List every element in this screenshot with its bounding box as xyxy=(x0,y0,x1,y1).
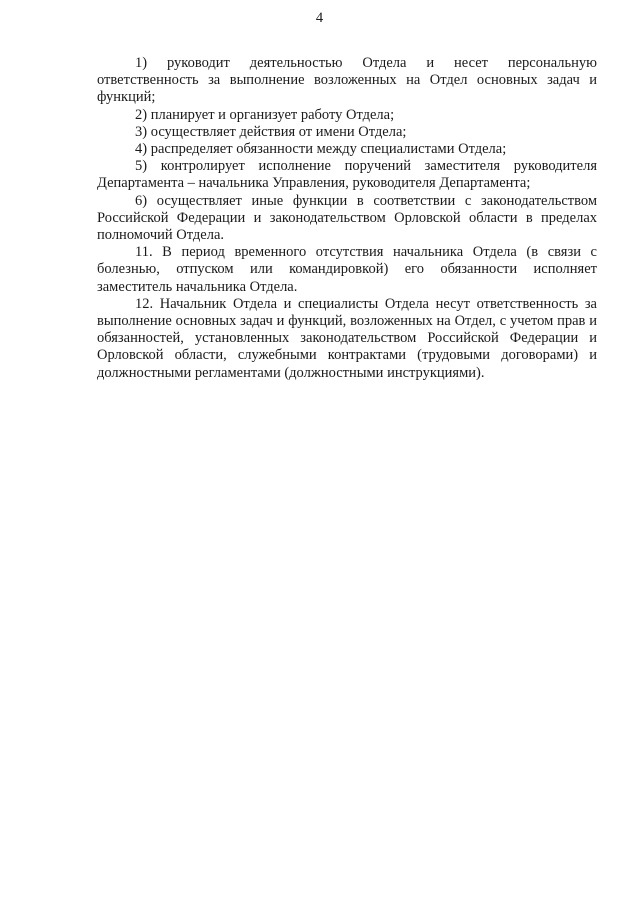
paragraph-duty-5: 5) контролирует исполнение поручений заместителя руководителя Департамента – начальника Управления, руководителя Департамента; xyxy=(97,158,597,192)
paragraph-duty-1: 1) руководит деятельностью Отдела и несет персональную ответственность за выполнение возложенных на Отдел основных задач и функций; xyxy=(97,55,597,106)
paragraph-duty-6: 6) осуществляет иные функции в соответствии с законодательством Российской Федерации и законодательством Орловской области в пределах полномочий Отдела. xyxy=(97,192,597,244)
page-number: 4 xyxy=(315,10,324,26)
paragraph-clause-11: 11. В период временного отсутствия начальника Отдела (в связи с болезнью, отпуском или командировкой) его обязанности исполняет заместитель начальника Отдела. xyxy=(97,244,597,295)
document-body xyxy=(97,55,597,382)
paragraph-duty-2: 2) планирует и организует работу Отдела; xyxy=(135,106,395,123)
paragraph-duty-3: 3) осуществляет действия от имени Отдела; xyxy=(135,123,407,140)
paragraph-clause-12: 12. Начальник Отдела и специалисты Отдела несут ответственность за выполнение основных задач и функций, возложенных на Отдел, с учетом прав и обязанностей, установленных законодательством Российской Федерации и Орловской области, служебными контрактами (трудовыми договорами) и должностными регламентами (должностными инструкциями). xyxy=(97,295,597,381)
paragraph-duty-4: 4) распределяет обязанности между специалистами Отдела; xyxy=(135,141,507,158)
